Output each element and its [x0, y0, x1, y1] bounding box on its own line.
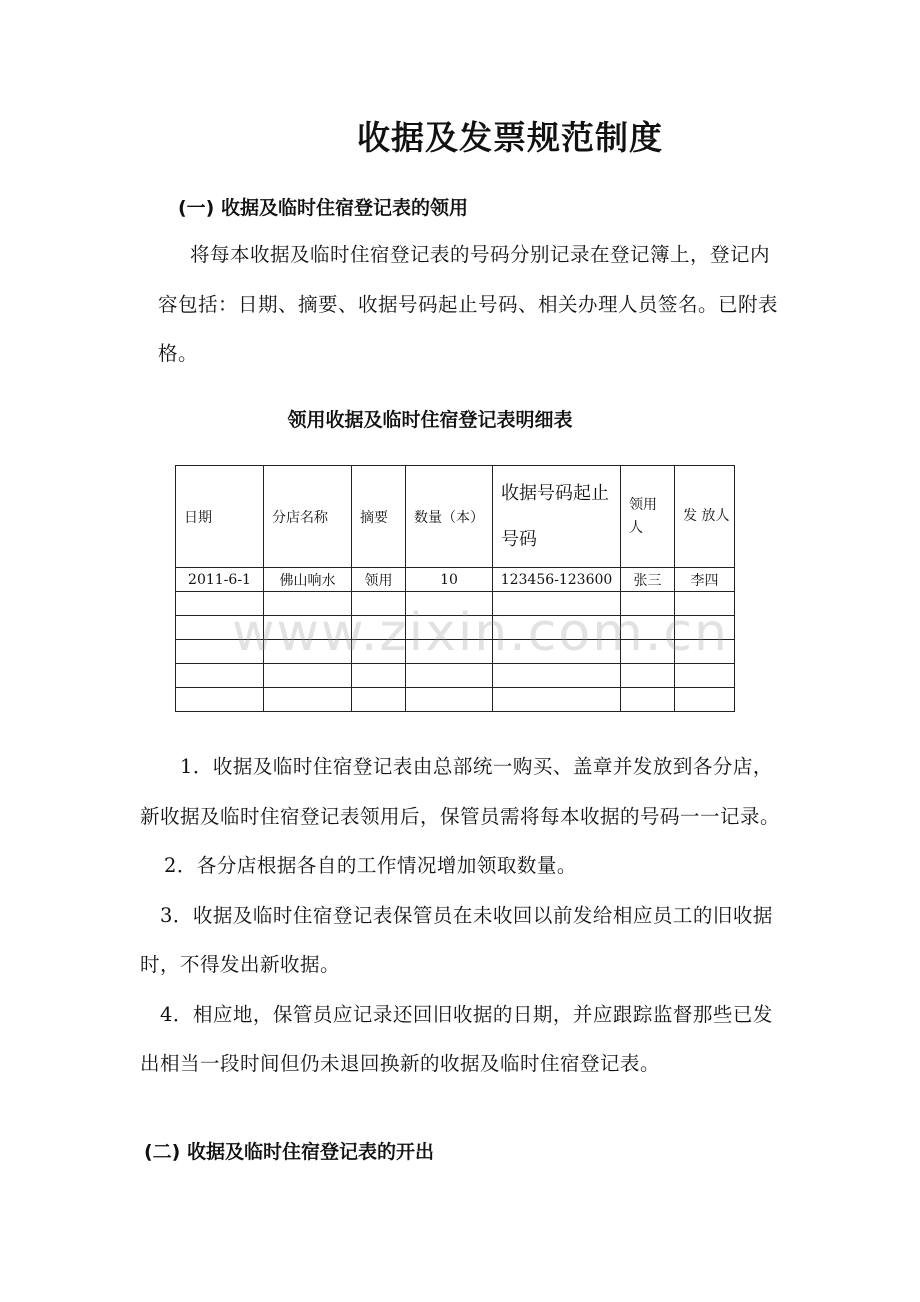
- rule-item-2: 2．各分店根据各自的工作情况增加领取数量。: [164, 854, 577, 877]
- table-cell: [621, 688, 675, 712]
- table-cell-issuer: 李四: [675, 568, 735, 592]
- table-cell: [176, 664, 264, 688]
- table-cell-summary: 领用: [352, 568, 406, 592]
- table-cell: [352, 688, 406, 712]
- rule-item-3: 3．收据及临时住宿登记表保管员在未收回以前发给相应员工的旧收据时，不得发出新收据。: [140, 903, 773, 976]
- detail-table: [175, 465, 735, 712]
- table-cell-receipt-range: 123456-123600: [493, 568, 621, 592]
- table-cell: [493, 664, 621, 688]
- intro-paragraph: 将每本收据及临时住宿登记表的号码分别记录在登记簿上，登记内容包括：日期、摘要、收据号码起止号码、相关办理人员签名。已附表格。: [158, 243, 779, 365]
- header-cell-recipient: 领用人: [621, 466, 675, 568]
- table-cell-branch: 佛山响水: [264, 568, 352, 592]
- watermark: www.zixin.com.cn: [232, 603, 729, 663]
- table-row: [176, 664, 735, 688]
- rules-list: [140, 742, 780, 1089]
- header-cell-issuer: 发 放人: [675, 466, 735, 568]
- rule-item-4: 4．相应地，保管员应记录还回旧收据的日期，并应跟踪监督那些已发出相当一段时间但仍未退回换新的收据及临时住宿登记表。: [140, 1002, 773, 1075]
- rule-item-1: 1．收据及临时住宿登记表由总部统一购买、盖章并发放到各分店，新收据及临时住宿登记表领用后，保管员需将每本收据的号码一一记录。: [140, 755, 781, 828]
- table-cell: [352, 664, 406, 688]
- table-cell-recipient: 张三: [621, 568, 675, 592]
- table-cell: [406, 688, 493, 712]
- page-title: 收据及发票规范制度: [357, 118, 663, 157]
- section-heading-2: (二) 收据及临时住宿登记表的开出: [144, 1141, 434, 1163]
- header-cell-summary: 摘要: [352, 466, 406, 568]
- section-heading-1: (一) 收据及临时住宿登记表的领用: [178, 197, 468, 219]
- table-cell: [675, 688, 735, 712]
- table-cell: [406, 664, 493, 688]
- table-cell: [264, 664, 352, 688]
- table-cell: [621, 664, 675, 688]
- table-row: [176, 568, 735, 592]
- table-cell-quantity: 10: [406, 568, 493, 592]
- header-cell-date: 日期: [176, 466, 264, 568]
- table-cell: [675, 664, 735, 688]
- header-cell-receipt-range: 收据号码起止号码: [493, 466, 621, 568]
- table-cell: [493, 688, 621, 712]
- table-header-row: [176, 466, 735, 568]
- table-cell: [264, 688, 352, 712]
- table-cell: [176, 688, 264, 712]
- table-title: 领用收据及临时住宿登记表明细表: [287, 409, 573, 431]
- table-row: [176, 688, 735, 712]
- header-cell-branch: 分店名称: [264, 466, 352, 568]
- table-cell-date: 2011-6-1: [176, 568, 264, 592]
- header-cell-quantity: 数量（本）: [406, 466, 493, 568]
